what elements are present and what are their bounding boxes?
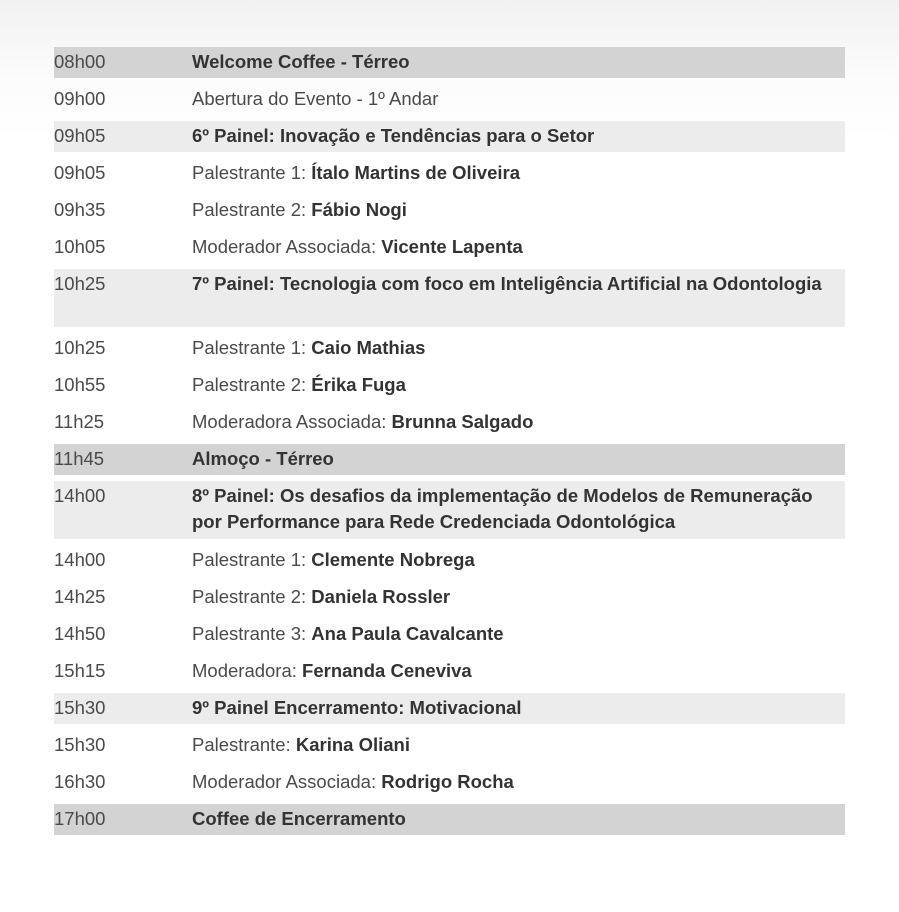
schedule-row-break xyxy=(54,804,845,835)
moderator-line xyxy=(192,234,845,260)
role-label: Palestrante 1: xyxy=(192,549,307,570)
schedule-row xyxy=(54,84,845,115)
schedule-row-speaker xyxy=(54,545,845,576)
role-label: Palestrante 2: xyxy=(192,586,307,607)
role-label: Palestrante: xyxy=(192,734,291,755)
time-label: 14h00 xyxy=(54,549,106,570)
speaker-line xyxy=(192,335,845,361)
time-label: 10h25 xyxy=(54,273,106,294)
speaker-name: Ana Paula Cavalcante xyxy=(311,623,504,644)
schedule-row-panel xyxy=(54,269,845,327)
time-label: 15h30 xyxy=(54,697,106,718)
moderator-line xyxy=(192,769,845,795)
time-label: 10h05 xyxy=(54,236,106,257)
schedule-row-panel xyxy=(54,121,845,152)
time-label: 14h50 xyxy=(54,623,106,644)
role-label: Palestrante 2: xyxy=(192,199,307,220)
time-label: 09h35 xyxy=(54,199,106,220)
moderator-line xyxy=(192,658,845,684)
speaker-line xyxy=(192,372,845,398)
schedule-row-moderator xyxy=(54,407,845,438)
moderator-line xyxy=(192,409,845,435)
time-label: 11h45 xyxy=(54,448,105,469)
session-description: Abertura do Evento - 1º Andar xyxy=(192,88,439,109)
schedule-row-break xyxy=(54,444,845,475)
speaker-name: Érika Fuga xyxy=(311,374,406,395)
speaker-name: Karina Oliani xyxy=(295,734,410,755)
schedule-row-speaker xyxy=(54,619,845,650)
role-label: Moderadora: xyxy=(192,660,297,681)
schedule-row-speaker xyxy=(54,158,845,189)
role-label: Palestrante 3: xyxy=(192,623,307,644)
event-schedule xyxy=(54,47,845,841)
time-label: 15h30 xyxy=(54,734,106,755)
speaker-line xyxy=(192,584,845,610)
moderator-name: Fernanda Ceneviva xyxy=(302,660,472,681)
panel-title: 9º Painel Encerramento: Motivacional xyxy=(192,697,522,718)
speaker-line xyxy=(192,732,845,758)
time-label: 11h25 xyxy=(54,411,105,432)
time-label: 15h15 xyxy=(54,660,106,681)
session-title: Coffee de Encerramento xyxy=(192,808,406,829)
moderator-name: Vicente Lapenta xyxy=(381,236,523,257)
schedule-row-speaker xyxy=(54,195,845,226)
time-label: 14h25 xyxy=(54,586,106,607)
speaker-line xyxy=(192,621,845,647)
schedule-row-panel xyxy=(54,693,845,724)
moderator-name: Rodrigo Rocha xyxy=(381,771,514,792)
panel-title: 6º Painel: Inovação e Tendências para o Setor xyxy=(192,125,595,146)
panel-title: 8º Painel: Os desafios da implementação de Modelos de Remuneração por Performance para Rede Credenciada Odontológica xyxy=(192,485,813,532)
role-label: Moderadora Associada: xyxy=(192,411,387,432)
schedule-row-speaker xyxy=(54,730,845,761)
schedule-row-moderator xyxy=(54,767,845,798)
schedule-row-moderator xyxy=(54,232,845,263)
speaker-name: Fábio Nogi xyxy=(311,199,407,220)
schedule-row-speaker xyxy=(54,582,845,613)
time-label: 10h25 xyxy=(54,337,106,358)
session-title: Welcome Coffee - Térreo xyxy=(192,51,410,72)
role-label: Moderador Associada: xyxy=(192,236,377,257)
time-label: 09h00 xyxy=(54,88,106,109)
time-label: 10h55 xyxy=(54,374,106,395)
moderator-name: Brunna Salgado xyxy=(391,411,534,432)
session-title: Almoço - Térreo xyxy=(192,448,334,469)
speaker-line xyxy=(192,197,845,223)
time-label: 09h05 xyxy=(54,162,106,183)
speaker-name: Ítalo Martins de Oliveira xyxy=(311,162,520,183)
schedule-row-speaker xyxy=(54,333,845,364)
speaker-name: Daniela Rossler xyxy=(311,586,451,607)
role-label: Palestrante 1: xyxy=(192,162,307,183)
time-label: 08h00 xyxy=(54,51,106,72)
speaker-name: Caio Mathias xyxy=(311,337,426,358)
role-label: Palestrante 2: xyxy=(192,374,307,395)
time-label: 14h00 xyxy=(54,485,106,506)
time-label: 16h30 xyxy=(54,771,106,792)
role-label: Palestrante 1: xyxy=(192,337,307,358)
schedule-row-break xyxy=(54,47,845,78)
panel-title: 7º Painel: Tecnologia com foco em Inteligência Artificial na Odontologia xyxy=(192,273,822,294)
schedule-row-moderator xyxy=(54,656,845,687)
schedule-row-panel xyxy=(54,481,845,539)
speaker-line xyxy=(192,160,845,186)
speaker-line xyxy=(192,547,845,573)
role-label: Moderador Associada: xyxy=(192,771,377,792)
schedule-row-speaker xyxy=(54,370,845,401)
time-label: 17h00 xyxy=(54,808,106,829)
time-label: 09h05 xyxy=(54,125,106,146)
speaker-name: Clemente Nobrega xyxy=(311,549,475,570)
